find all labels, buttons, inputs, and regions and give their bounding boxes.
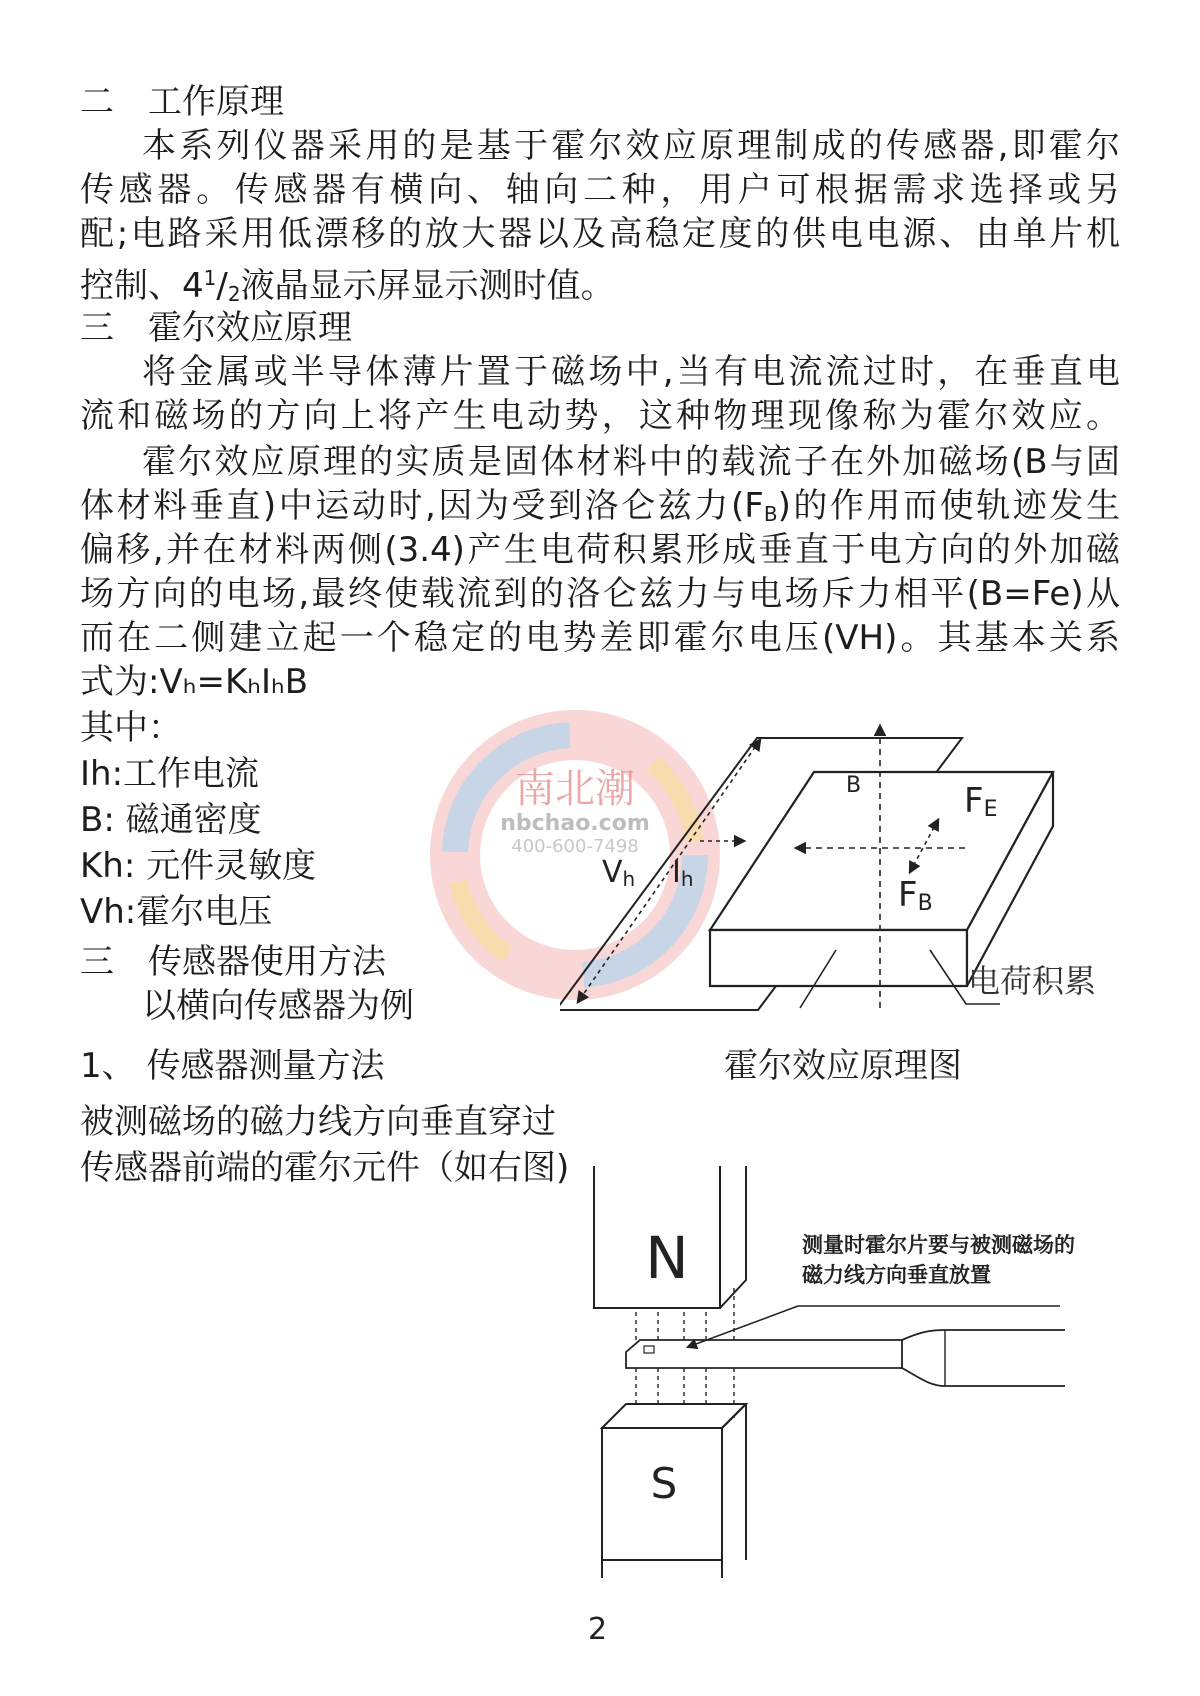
page-number: 2: [588, 1612, 608, 1647]
definition-item: Ih:工作电流: [80, 754, 260, 794]
where-label: 其中：: [80, 708, 182, 748]
watermark-site: nbchao.com: [500, 811, 650, 836]
step1-desc-line: 被测磁场的磁力线方向垂直穿过: [80, 1102, 556, 1142]
section3-para-line: 霍尔效应原理的实质是固体材料中的载流子在外加磁场(B与固: [142, 442, 1120, 482]
hall-diagram-caption: 霍尔效应原理图: [724, 1046, 962, 1086]
step1-title: 1、 传感器测量方法: [80, 1046, 385, 1086]
sensor-probe: [626, 1340, 902, 1368]
section2-para-line: 控制、$4^1/_2$液晶显示屏显示测时值。: [80, 266, 615, 306]
definition-item: B: 磁通密度: [80, 800, 262, 840]
definition-item: Kh: 元件灵敏度: [80, 846, 317, 886]
section3-para-line: 将金属或半导体薄片置于磁场中,当有电流流过时，在垂直电: [142, 352, 1120, 392]
charge-label: 电荷积累: [968, 962, 1097, 1000]
note-line: 测量时霍尔片要与被测磁场的: [802, 1233, 1075, 1257]
section3-para-line: 而在二侧建立起一个稳定的电势差即霍尔电压(VH)。其基本关系: [80, 618, 1120, 658]
section2-para-line: 本系列仪器采用的是基于霍尔效应原理制成的传感器,即霍尔: [142, 126, 1120, 166]
label-vh: Vh: [602, 855, 636, 891]
section3-heading: 三 霍尔效应原理: [80, 308, 352, 348]
section2-para-line: 传感器。传感器有横向、轴向二种，用户可根据需求选择或另: [80, 170, 1120, 210]
section2-para-line: 配;电路采用低漂移的放大器以及高稳定度的供电电源、由单片机: [80, 214, 1120, 254]
section3-para-line: 场方向的电场,最终使载流到的洛仑兹力与电场斥力相平(B=Fe)从: [80, 574, 1120, 614]
definition-item: Vh:霍尔电压: [80, 892, 273, 932]
section3-para-line: 偏移,并在材料两侧(3.4)产生电荷积累形成垂直于电方向的外加磁: [80, 530, 1120, 570]
example-line: 以横向传感器为例: [142, 986, 414, 1026]
label-ih: Ih: [672, 855, 694, 891]
section3-para-line: 流和磁场的方向上将产生电动势，这种物理现像称为霍尔效应。: [80, 396, 1120, 436]
step1-desc-line: 传感器前端的霍尔元件（如右图): [80, 1148, 570, 1188]
watermark-brand: 南北潮: [515, 766, 635, 812]
south-label: S: [650, 1459, 678, 1508]
magnet-measure-diagram: [580, 1160, 1120, 1580]
watermark-phone: 400-600-7498: [511, 836, 639, 857]
hall-slab-front: [710, 930, 967, 986]
label-b: B: [846, 773, 862, 798]
label-fe: FE: [964, 781, 998, 822]
sensor-handle: [902, 1330, 1065, 1386]
hall-effect-diagram: [560, 700, 1120, 1040]
north-label: N: [645, 1224, 689, 1292]
section3-para-line: 体材料垂直)中运动时,因为受到洛仑兹力$(F_B)$的作用而使轨迹发生: [80, 486, 1120, 526]
section3b-heading: 三 传感器使用方法: [80, 942, 386, 982]
formula: 式为:Vₕ=KₕIₕB: [80, 662, 309, 702]
n-magnet-side: [720, 1166, 746, 1308]
label-fb: FB: [898, 875, 933, 916]
section2-heading: 二 工作原理: [80, 82, 284, 122]
note-line: 磁力线方向垂直放置: [802, 1263, 991, 1287]
